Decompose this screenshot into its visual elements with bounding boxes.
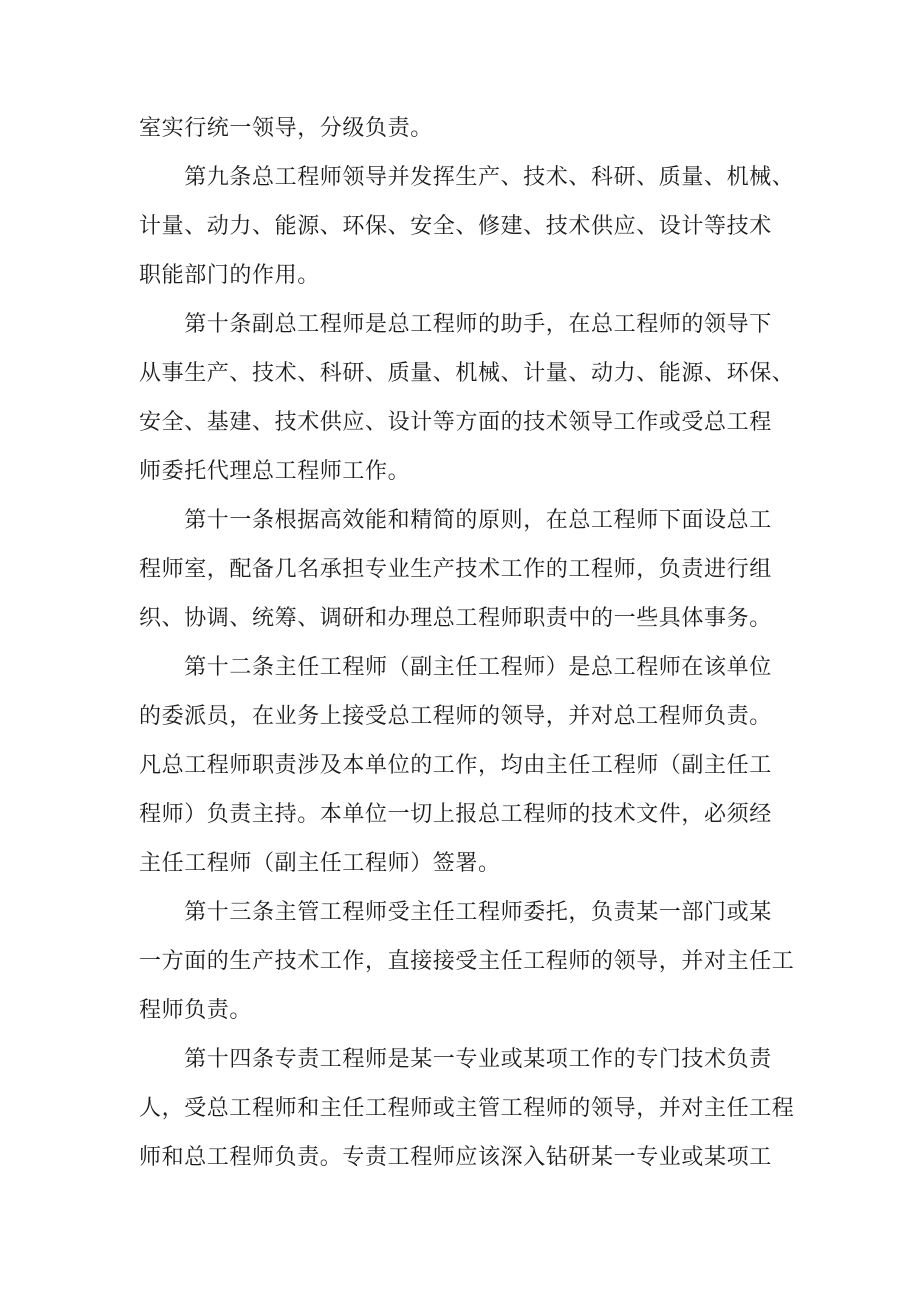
paragraph-continuation: 室实行统一领导，分级负责。 <box>139 116 433 141</box>
paragraph-article-12: 第十二条主任工程师（副主任工程师）是总工程师在该单位 的委派员，在业务上接受总工程师的领导，并对总工程师负责。 凡总工程师职责涉及本单位的工作，均由主任工程师（副主任工 程师）负责主持。本单位一切上报总工程师的技术文件，必须经 主任工程师（副主任工程师）签署。 <box>139 655 772 876</box>
paragraph-article-14: 第十四条专责工程师是某一专业或某项工作的专门技术负责 人，受总工程师和主任工程师或主管工程师的领导，并对主任工程 师和总工程师负责。专责工程师应该深入钻研某一专业或某项工 <box>139 1047 795 1170</box>
paragraph-article-13: 第十三条主管工程师受主任工程师委托，负责某一部门或某 一方面的生产技术工作，直接接受主任工程师的领导，并对主任工 程师负责。 <box>139 900 795 1023</box>
document-body <box>139 104 799 1182</box>
paragraph-article-10: 第十条副总工程师是总工程师的助手，在总工程师的领导下 从事生产、技术、科研、质量、机械、计量、动力、能源、环保、 安全、基建、技术供应、设计等方面的技术领导工作或受总工程 师委托代理总工程师工作。 <box>139 312 795 484</box>
paragraph-article-9: 第九条总工程师领导并发挥生产、技术、科研、质量、机械、 计量、动力、能源、环保、安全、修建、技术供应、设计等技术 职能部门的作用。 <box>139 165 795 288</box>
paragraph-article-11: 第十一条根据高效能和精简的原则，在总工程师下面设总工 程师室，配备几名承担专业生产技术工作的工程师，负责进行组 织、协调、统筹、调研和办理总工程师职责中的一些具体事务。 <box>139 508 772 631</box>
